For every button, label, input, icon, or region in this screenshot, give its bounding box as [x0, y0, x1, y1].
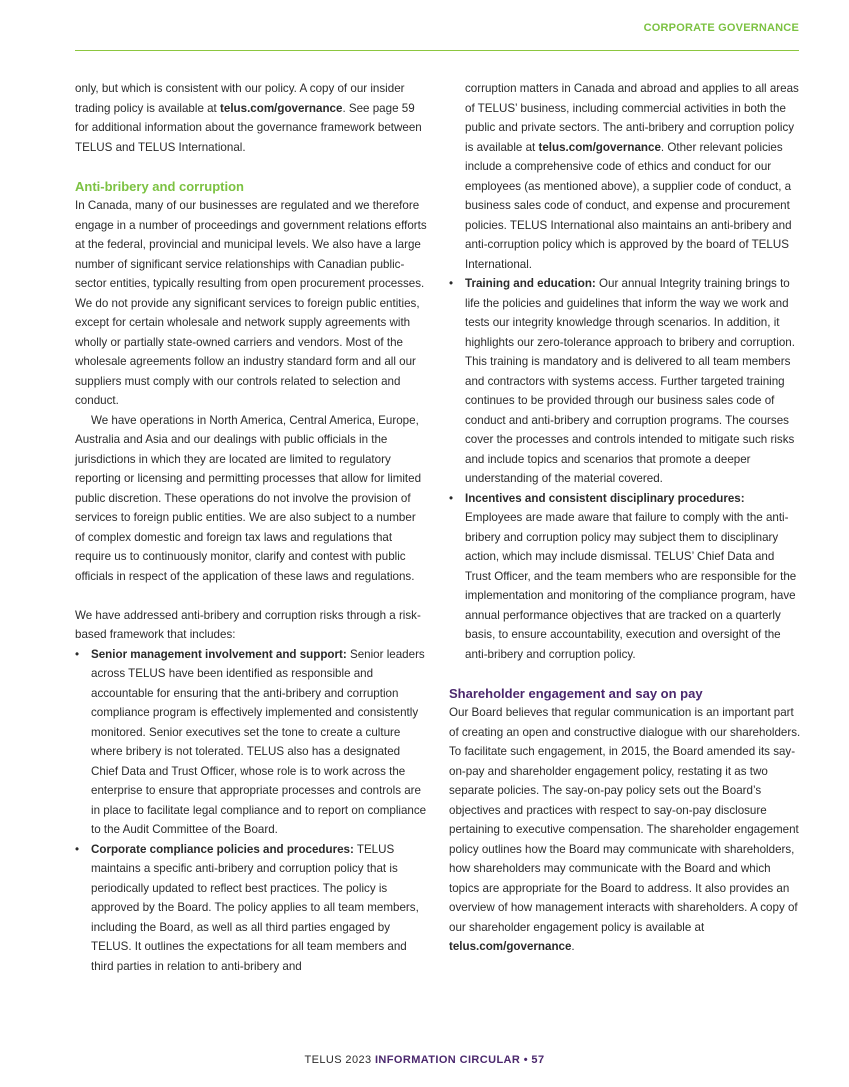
paragraph-framework-intro: We have addressed anti-bribery and corruption risks through a risk-based framework that includes: — [75, 608, 421, 641]
footer-separator: • — [520, 1054, 532, 1066]
text: . Other relevant policies include a comprehensive code of ethics and conduct for our employees (as mentioned above), a supplier code of conduct, a business sales code of conduct, and expense and procurement policies. TELUS International also maintains an anti-bribery and anti-corruption policy which is approved by the board of TELUS International. — [465, 140, 792, 271]
list-item-title: Senior management involvement and support: — [91, 647, 347, 661]
header-rule — [75, 50, 799, 51]
list-item-title: Incentives and consistent disciplinary procedures: — [465, 491, 745, 505]
left-column — [75, 79, 427, 976]
right-column — [449, 79, 801, 957]
list-item-text: Senior leaders across TELUS have been identified as responsible and accountable for ensuring that the anti-bribery and corruption compliance program is effectively implemented and consistently monitored. Senior executives set the tone to create a culture where bribery is not tolerated. TELUS also has a designated Chief Data and Trust Officer, whose role is to work across the enterprise to ensure that appropriate processes and controls are in place to facilitate legal compliance and to report on compliance to the Audit Committee of the Board. — [91, 647, 427, 836]
text: corruption matters in Canada and abroad and applies to all areas of TELUS’ business, including commercial activities in both the public and private sectors. The anti-bribery and corruption policy is available at — [465, 82, 799, 154]
text: only, but which is consistent with our policy. A copy of our insider trading policy is available at — [75, 82, 405, 115]
paragraph-canada: In Canada, many of our businesses are regulated and we therefore engage in a number of proceedings and government relations efforts at the federal, provincial and municipal levels. We also have a large number of significant service relationships with Canadian public-sector entities, typically resulting from open procurement processes. We do not provide any significant services to foreign public entities, except for certain wholesale and network supply agreements with wholly or partially state-owned carriers and vendors. Most of the wholesale agreements follow an industry standard form and all our suppliers must comply with our controls related to selection and conduct. — [75, 199, 427, 407]
text: . — [571, 940, 575, 953]
page-number: 57 — [531, 1054, 545, 1066]
text: . See page 59 for additional information about the governance framework between TELUS and TELUS International. — [75, 101, 422, 154]
heading-anti-bribery: Anti-bribery and corruption — [75, 178, 244, 194]
list-item — [75, 645, 427, 840]
list-item — [75, 840, 427, 977]
page-footer — [0, 1054, 849, 1066]
list-item — [449, 274, 801, 489]
framework-list-continued — [449, 274, 801, 664]
list-item-text: TELUS maintains a specific anti-bribery and corruption policy that is periodically updated to reflect best practices. The policy is approved by the Board. The policy applies to all team members, including the Board, as well as all third parties engaged by TELUS. It outlines the expectations for all team members and third parties in relation to anti-bribery and — [91, 842, 419, 973]
governance-link[interactable]: telus.com/governance — [538, 140, 661, 154]
list-item-text: Employees are made aware that failure to comply with the anti-bribery and corruption policy may subject them to disciplinary action, which may include dismissal. TELUS’ Chief Data and Trust Officer, and the team members who are responsible for the implementation and monitoring of the compliance program, have annual performance objectives that are tracked on a quarterly basis, to ensure accountability, execution and oversight of the anti-bribery and corruption policy. — [465, 511, 797, 661]
list-item — [449, 489, 801, 665]
governance-link[interactable]: telus.com/governance — [449, 940, 572, 953]
heading-shareholder-engagement: Shareholder engagement and say on pay — [449, 685, 703, 701]
governance-link[interactable]: telus.com/governance — [220, 101, 343, 115]
footer-title: INFORMATION CIRCULAR — [374, 1054, 521, 1066]
text: Our Board believes that regular communication is an important part of creating an open and constructive dialogue with our shareholders. To facilitate such engagement, in 2015, the Board amended its say-on-pay and shareholder engagement policy, restating it as two separate policies. The say-on-pay policy sets out the Board’s objectives and practices with respect to say-on-pay disclosure pertaining to executive compensation. The shareholder engagement policy outlines how the Board may communicate with shareholders, how shareholders may communicate with the Board and which topics are appropriate for the Board to address. It also provides an overview of how management interacts with shareholders. A copy of our shareholder engagement policy is available at — [449, 706, 801, 934]
list-item-text: Our annual Integrity training brings to life the policies and guidelines that inform the way we work and tests our integrity knowledge through scenarios. In addition, it highlights our zero-tolerance approach to bribery and corruption. This training is mandatory and is delivered to all team members and contractors with systems access. Further targeted training continues to be provided through our business sales code of conduct and anti-bribery and corruption programs. The courses cover the processes and controls intended to mitigate such risks and include topics and scenarios that promote a deeper understanding of the material covered. — [465, 277, 795, 485]
list-item-title: Corporate compliance policies and procedures: — [91, 842, 354, 856]
paragraph-shareholder — [449, 703, 801, 957]
list-item-title: Training and education: — [465, 277, 596, 290]
framework-list — [75, 645, 427, 977]
paragraph-operations: We have operations in North America, Central America, Europe, Australia and Asia and our dealings with public officials in the jurisdictions in which they are located are limited to regulatory reporting or licensing and permitting processes that allow for limited public discretion. These operations do not involve the provision of services to foreign public entities. We are also subject to a number of complex domestic and foreign tax laws and regulations that require us to continuously monitor, clarify and contest with public officials in respect of the application of these laws and regulations. — [75, 413, 422, 583]
footer-company: TELUS 2023 — [304, 1054, 375, 1066]
section-header: CORPORATE GOVERNANCE — [643, 22, 799, 34]
paragraph-continued — [449, 79, 801, 274]
paragraph-insider-trading — [75, 79, 427, 157]
